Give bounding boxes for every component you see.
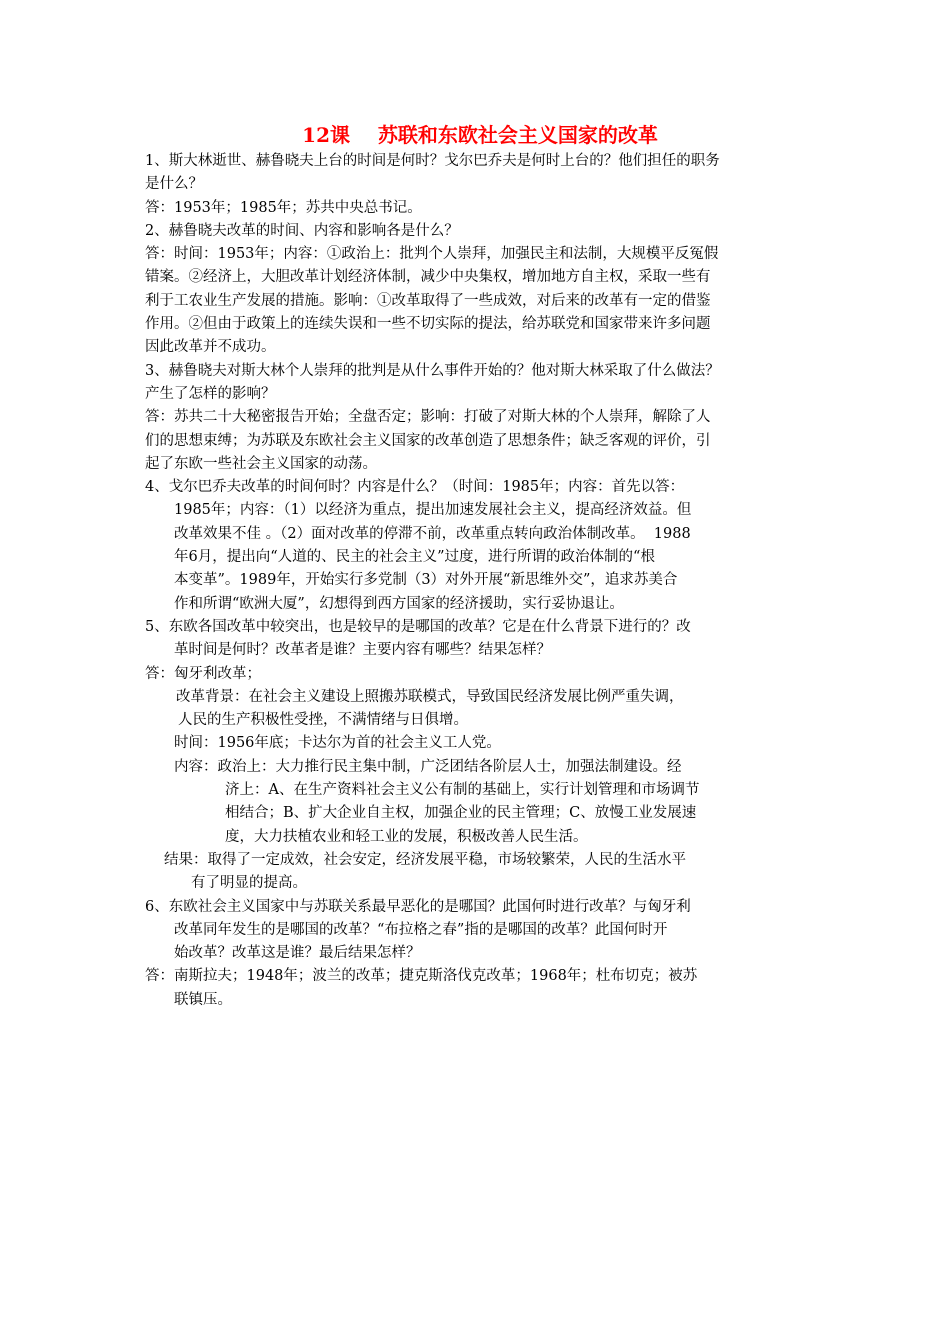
text-line: 年6月，提出向“人道的、民主的社会主义”过度，进行所谓的政治体制的“根 [174, 549, 655, 566]
text-line: 错案。②经济上，大胆改革计划经济体制，减少中央集权，增加地方自主权，采取一些有 [145, 269, 711, 286]
text-line: 起了东欧一些社会主义国家的动荡。 [145, 455, 377, 472]
document-body [145, 150, 815, 1012]
text-line: 改革效果不佳 。（2）面对改革的停滞不前，改革重点转向政治体制改革。 1988 [174, 525, 691, 542]
text-line: 答：苏共二十大秘密报告开始；全盘否定；影响：打破了对斯大林的个人崇拜，解除了人 [145, 409, 711, 426]
text-line: 答：时间：1953年；内容：①政治上：批判个人崇拜，加强民主和法制，大规模平反冤假 [145, 246, 719, 263]
text-line: 1985年；内容：（1）以经济为重点，提出加速发展社会主义，提高经济效益。但 [174, 502, 692, 519]
text-line: 答：1953年；1985年；苏共中央总书记。 [145, 199, 422, 216]
text-line: 改革同年发生的是哪国的改革？“布拉格之春”指的是哪国的改革？此国何时开 [174, 921, 668, 938]
text-line: 作用。②但由于政策上的连续失误和一些不切实际的提法，给苏联党和国家带来许多问题 [145, 316, 711, 333]
text-line: 答：南斯拉夫；1948年；波兰的改革；捷克斯洛伐克改革；1968年；杜布切克；被苏 [145, 968, 698, 985]
text-line: 内容：政治上：大力推行民主集中制，广泛团结各阶层人士，加强法制建设。经 [174, 758, 682, 775]
page-title: 12课 苏联和东欧社会主义国家的改革 [302, 123, 658, 147]
text-line: 改革背景：在社会主义建设上照搬苏联模式，导致国民经济发展比例严重失调， [176, 688, 684, 705]
text-line: 联镇压。 [174, 991, 232, 1008]
text-line: 5、东欧各国改革中较突出，也是较早的是哪国的改革？它是在什么背景下进行的？改 [145, 618, 691, 635]
text-line: 有了明显的提高。 [191, 875, 307, 892]
text-line: 是什么？ [145, 176, 203, 193]
text-line: 6、东欧社会主义国家中与苏联关系最早恶化的是哪国？此国何时进行改革？与匈牙利 [145, 898, 691, 915]
text-line: 革时间是何时？改革者是谁？主要内容有哪些？结果怎样？ [174, 642, 551, 659]
text-line: 2、赫鲁晓夫改革的时间、内容和影响各是什么？ [145, 222, 459, 239]
text-line: 结果：取得了一定成效，社会安定，经济发展平稳，市场较繁荣，人民的生活水平 [164, 851, 686, 868]
text-line: 4、戈尔巴乔夫改革的时间何时？内容是什么？（时间：1985年；内容：首先以答： [145, 479, 685, 496]
text-line: 因此改革并不成功。 [145, 339, 276, 356]
text-line: 利于工农业生产发展的措施。影响：①改革取得了一些成效，对后来的改革有一定的借鉴 [145, 292, 711, 309]
text-line: 济上：A、在生产资料社会主义公有制的基础上，实行计划管理和市场调节 [225, 782, 700, 799]
text-line: 作和所谓“欧洲大厦”，幻想得到西方国家的经济援助，实行妥协退让。 [174, 595, 624, 612]
document-page [145, 120, 815, 1012]
text-line: 产生了怎样的影响？ [145, 385, 276, 402]
text-line: 度，大力扶植农业和轻工业的发展，积极改善人民生活。 [225, 828, 588, 845]
text-line: 本变革”。1989年，开始实行多党制（3）对外开展“新思维外交”，追求苏美合 [174, 572, 678, 589]
text-line: 相结合；B、扩大企业自主权，加强企业的民主管理；C、放慢工业发展速 [225, 805, 697, 822]
text-line: 答：匈牙利改革； [145, 665, 261, 682]
text-line: 1、斯大林逝世、赫鲁晓夫上台的时间是何时？戈尔巴乔夫是何时上台的？他们担任的职务 [145, 153, 720, 169]
text-line: 始改革？改革这是谁？最后结果怎样？ [174, 945, 421, 962]
text-line: 时间：1956年底；卡达尔为首的社会主义工人党。 [174, 735, 501, 752]
text-line: 人民的生产积极性受挫，不满情绪与日俱增。 [178, 712, 468, 729]
text-line: 3、赫鲁晓夫对斯大林个人崇拜的批判是从什么事件开始的？他对斯大林采取了什么做法？ [145, 362, 720, 379]
text-line: 们的思想束缚；为苏联及东欧社会主义国家的改革创造了思想条件；缺乏客观的评价，引 [145, 432, 711, 449]
